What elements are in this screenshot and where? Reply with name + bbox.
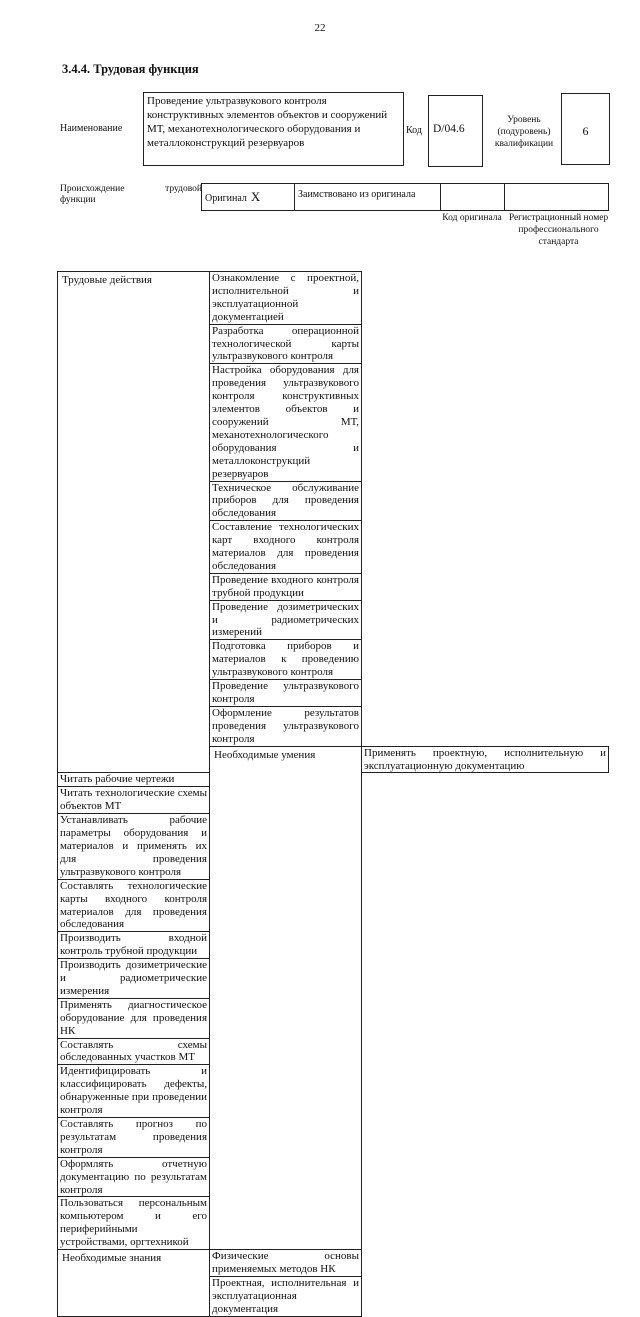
section-item-cell: Читать рабочие чертежи xyxy=(58,773,210,787)
section-item-cell: Составлять технологические карты входного контроля материалов для проведения обследования xyxy=(58,879,210,932)
original-code-label: Код оригинала xyxy=(442,213,502,223)
section-item-cell: Читать технологические схемы объектов МТ xyxy=(58,787,210,814)
origin-original-cell xyxy=(202,184,295,210)
section-item-cell: Техническое обслуживание приборов для проведения обследования xyxy=(210,481,362,521)
code-value-box: D/04.6 xyxy=(428,95,483,167)
origin-table xyxy=(201,183,609,211)
section-item-cell: Оформление результатов проведения ультразвукового контроля xyxy=(210,706,362,746)
level-value-box: 6 xyxy=(561,93,610,165)
original-label: Оригинал xyxy=(205,193,247,204)
function-details-table xyxy=(57,271,609,1317)
section-item-cell: Составление технологических карт входного контроля материалов для проведения обследования xyxy=(210,521,362,574)
code-label: Код xyxy=(406,125,422,136)
level-label: Уровень (подуровень) квалификации xyxy=(494,115,554,149)
section-item-cell: Пользоваться персональным компьютером и его периферийными устройствами, оргтехникой xyxy=(58,1197,210,1250)
section-title: 3.4.4. Трудовая функция xyxy=(62,62,199,76)
origin-code-cell xyxy=(441,184,505,210)
page-number: 22 xyxy=(314,22,326,34)
section-item-cell: Применять проектную, исполнительную и эксплуатационную документацию xyxy=(362,746,609,773)
section-item-cell: Физические основы применяемых методов НК xyxy=(210,1250,362,1277)
name-label: Наименование xyxy=(60,123,123,134)
section-item-cell: Производить дозиметрические и радиометрические измерения xyxy=(58,959,210,999)
origin-label-word3: функции xyxy=(60,195,96,205)
origin-label xyxy=(60,184,202,206)
section-item-cell: Разработка операционной технологической карты ультразвукового контроля xyxy=(210,324,362,364)
section-item-cell: Производить входной контроль трубной продукции xyxy=(58,932,210,959)
origin-registration-cell xyxy=(505,184,608,210)
table-row xyxy=(58,1250,609,1277)
registration-number-label: Регистрационный номер профессионального стандарта xyxy=(508,213,609,247)
section-item-cell: Проведение дозиметрических и радиометрических измерений xyxy=(210,600,362,640)
section-item-cell: Устанавливать рабочие параметры оборудования и материалов и применять их для проведения ультразвукового контроля xyxy=(58,814,210,880)
origin-borrowed-cell: Заимствовано из оригинала xyxy=(295,184,441,210)
section-item-cell: Идентифицировать и классифицировать дефекты, обнаруженные при проведении контроля xyxy=(58,1065,210,1118)
section-item-cell: Проведение входного контроля трубной продукции xyxy=(210,573,362,600)
section-item-cell: Настройка оборудования для проведения ультразвукового контроля конструктивных элементов объектов и сооружений МТ, механотехнологического оборудования и металлоконструкций резервуаров xyxy=(210,364,362,481)
origin-label-word1: Происхождение xyxy=(60,184,125,194)
section-item-cell: Проектная, исполнительная и эксплуатационная документация xyxy=(210,1276,362,1316)
section-category-cell: Необходимые умения xyxy=(210,746,362,1249)
section-category-cell: Необходимые знания xyxy=(58,1250,210,1317)
section-item-cell: Подготовка приборов и материалов к проведению ультразвукового контроля xyxy=(210,640,362,680)
section-item-cell: Ознакомление с проектной, исполнительной и эксплуатационной документацией xyxy=(210,272,362,325)
original-mark: X xyxy=(250,189,261,204)
function-name-box: Проведение ультразвукового контроля конструктивных элементов объектов и сооружений МТ, механотехнологического оборудования и металлоконструкций резервуаров xyxy=(143,92,404,166)
section-item-cell: Оформлять отчетную документацию по результатам контроля xyxy=(58,1157,210,1197)
section-item-cell: Составлять схемы обследованных участков МТ xyxy=(58,1038,210,1065)
section-item-cell: Проведение ультразвукового контроля xyxy=(210,680,362,707)
section-category-cell: Трудовые действия xyxy=(58,272,210,773)
origin-label-word2: трудовой xyxy=(165,184,202,194)
table-row xyxy=(58,272,609,325)
section-item-cell: Составлять прогноз по результатам проведения контроля xyxy=(58,1118,210,1158)
section-item-cell: Применять диагностическое оборудование для проведения НК xyxy=(58,998,210,1038)
